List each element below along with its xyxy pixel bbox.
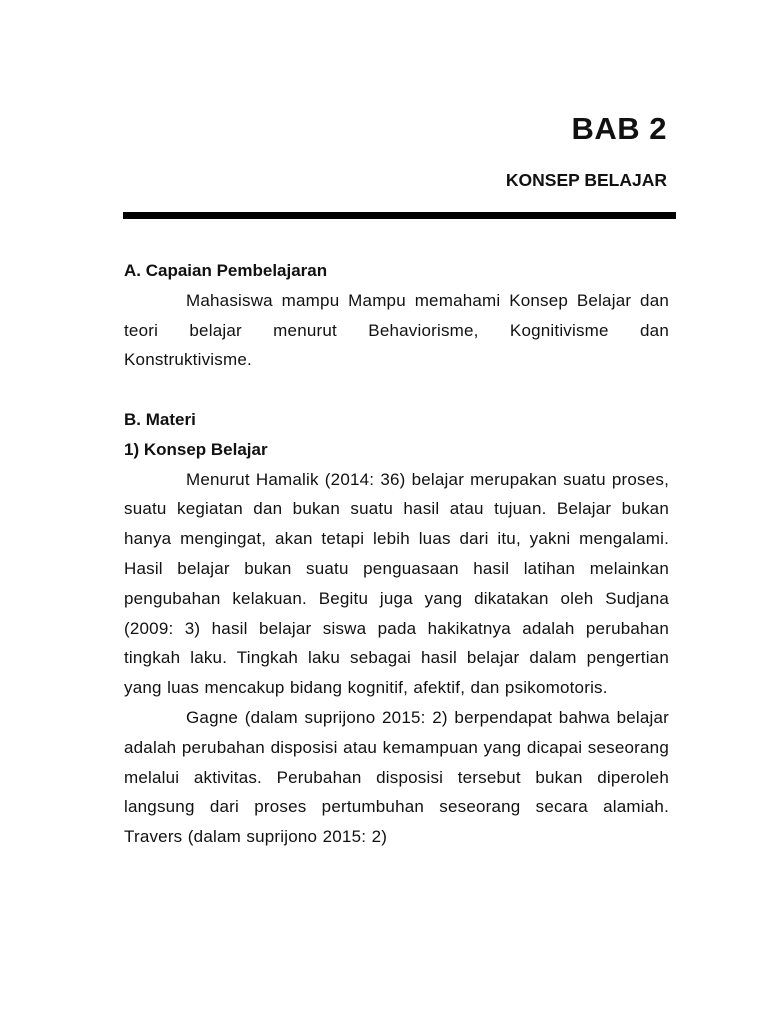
section-a-heading: A. Capaian Pembelajaran [124, 261, 328, 280]
section-b-heading: B. Materi [124, 409, 196, 429]
body-paragraph: Menurut Hamalik (2014: 36) belajar merupakan suatu proses, suatu kegiatan dan bukan suatu hasil atau tujuan. Belajar bukan hanya mengingat, akan tetapi lebih luas dari itu, yakni mengalami. Hasil belajar bukan suatu penguasaan hasil latihan melainkan pengubahan kelakuan. Begitu juga yang dikatakan oleh Sudjana (2009: 3) hasil belajar siswa pada hakikatnya adalah perubahan tingkah laku. Tingkah laku sebagai hasil belajar dalam pengertian yang luas mencakup bidang kognitif, afektif, dan psikomotoris. [124, 469, 669, 698]
subsection-heading: 1) Konsep Belajar [124, 439, 268, 459]
section-spacer [124, 375, 669, 405]
chapter-title: KONSEP BELAJAR [505, 170, 667, 190]
chapter-divider [123, 212, 676, 219]
chapter-number: BAB 2 [571, 111, 667, 146]
body-paragraph: Gagne (dalam suprijono 2015: 2) berpendapat bahwa belajar adalah perubahan disposisi atau kemampuan yang dicapai seseorang melalui aktivitas. Perubahan disposisi tersebut bukan diperoleh langsung dari proses pertumbuhan seseorang secara alamiah. Travers (dalam suprijono 2015: 2) [124, 707, 669, 847]
body-content [124, 256, 669, 852]
section-a-paragraph: Mahasiswa mampu Mampu memahami Konsep Belajar dan teori belajar menurut Behaviorisme, Kognitivisme dan Konstruktivisme. [124, 290, 669, 370]
